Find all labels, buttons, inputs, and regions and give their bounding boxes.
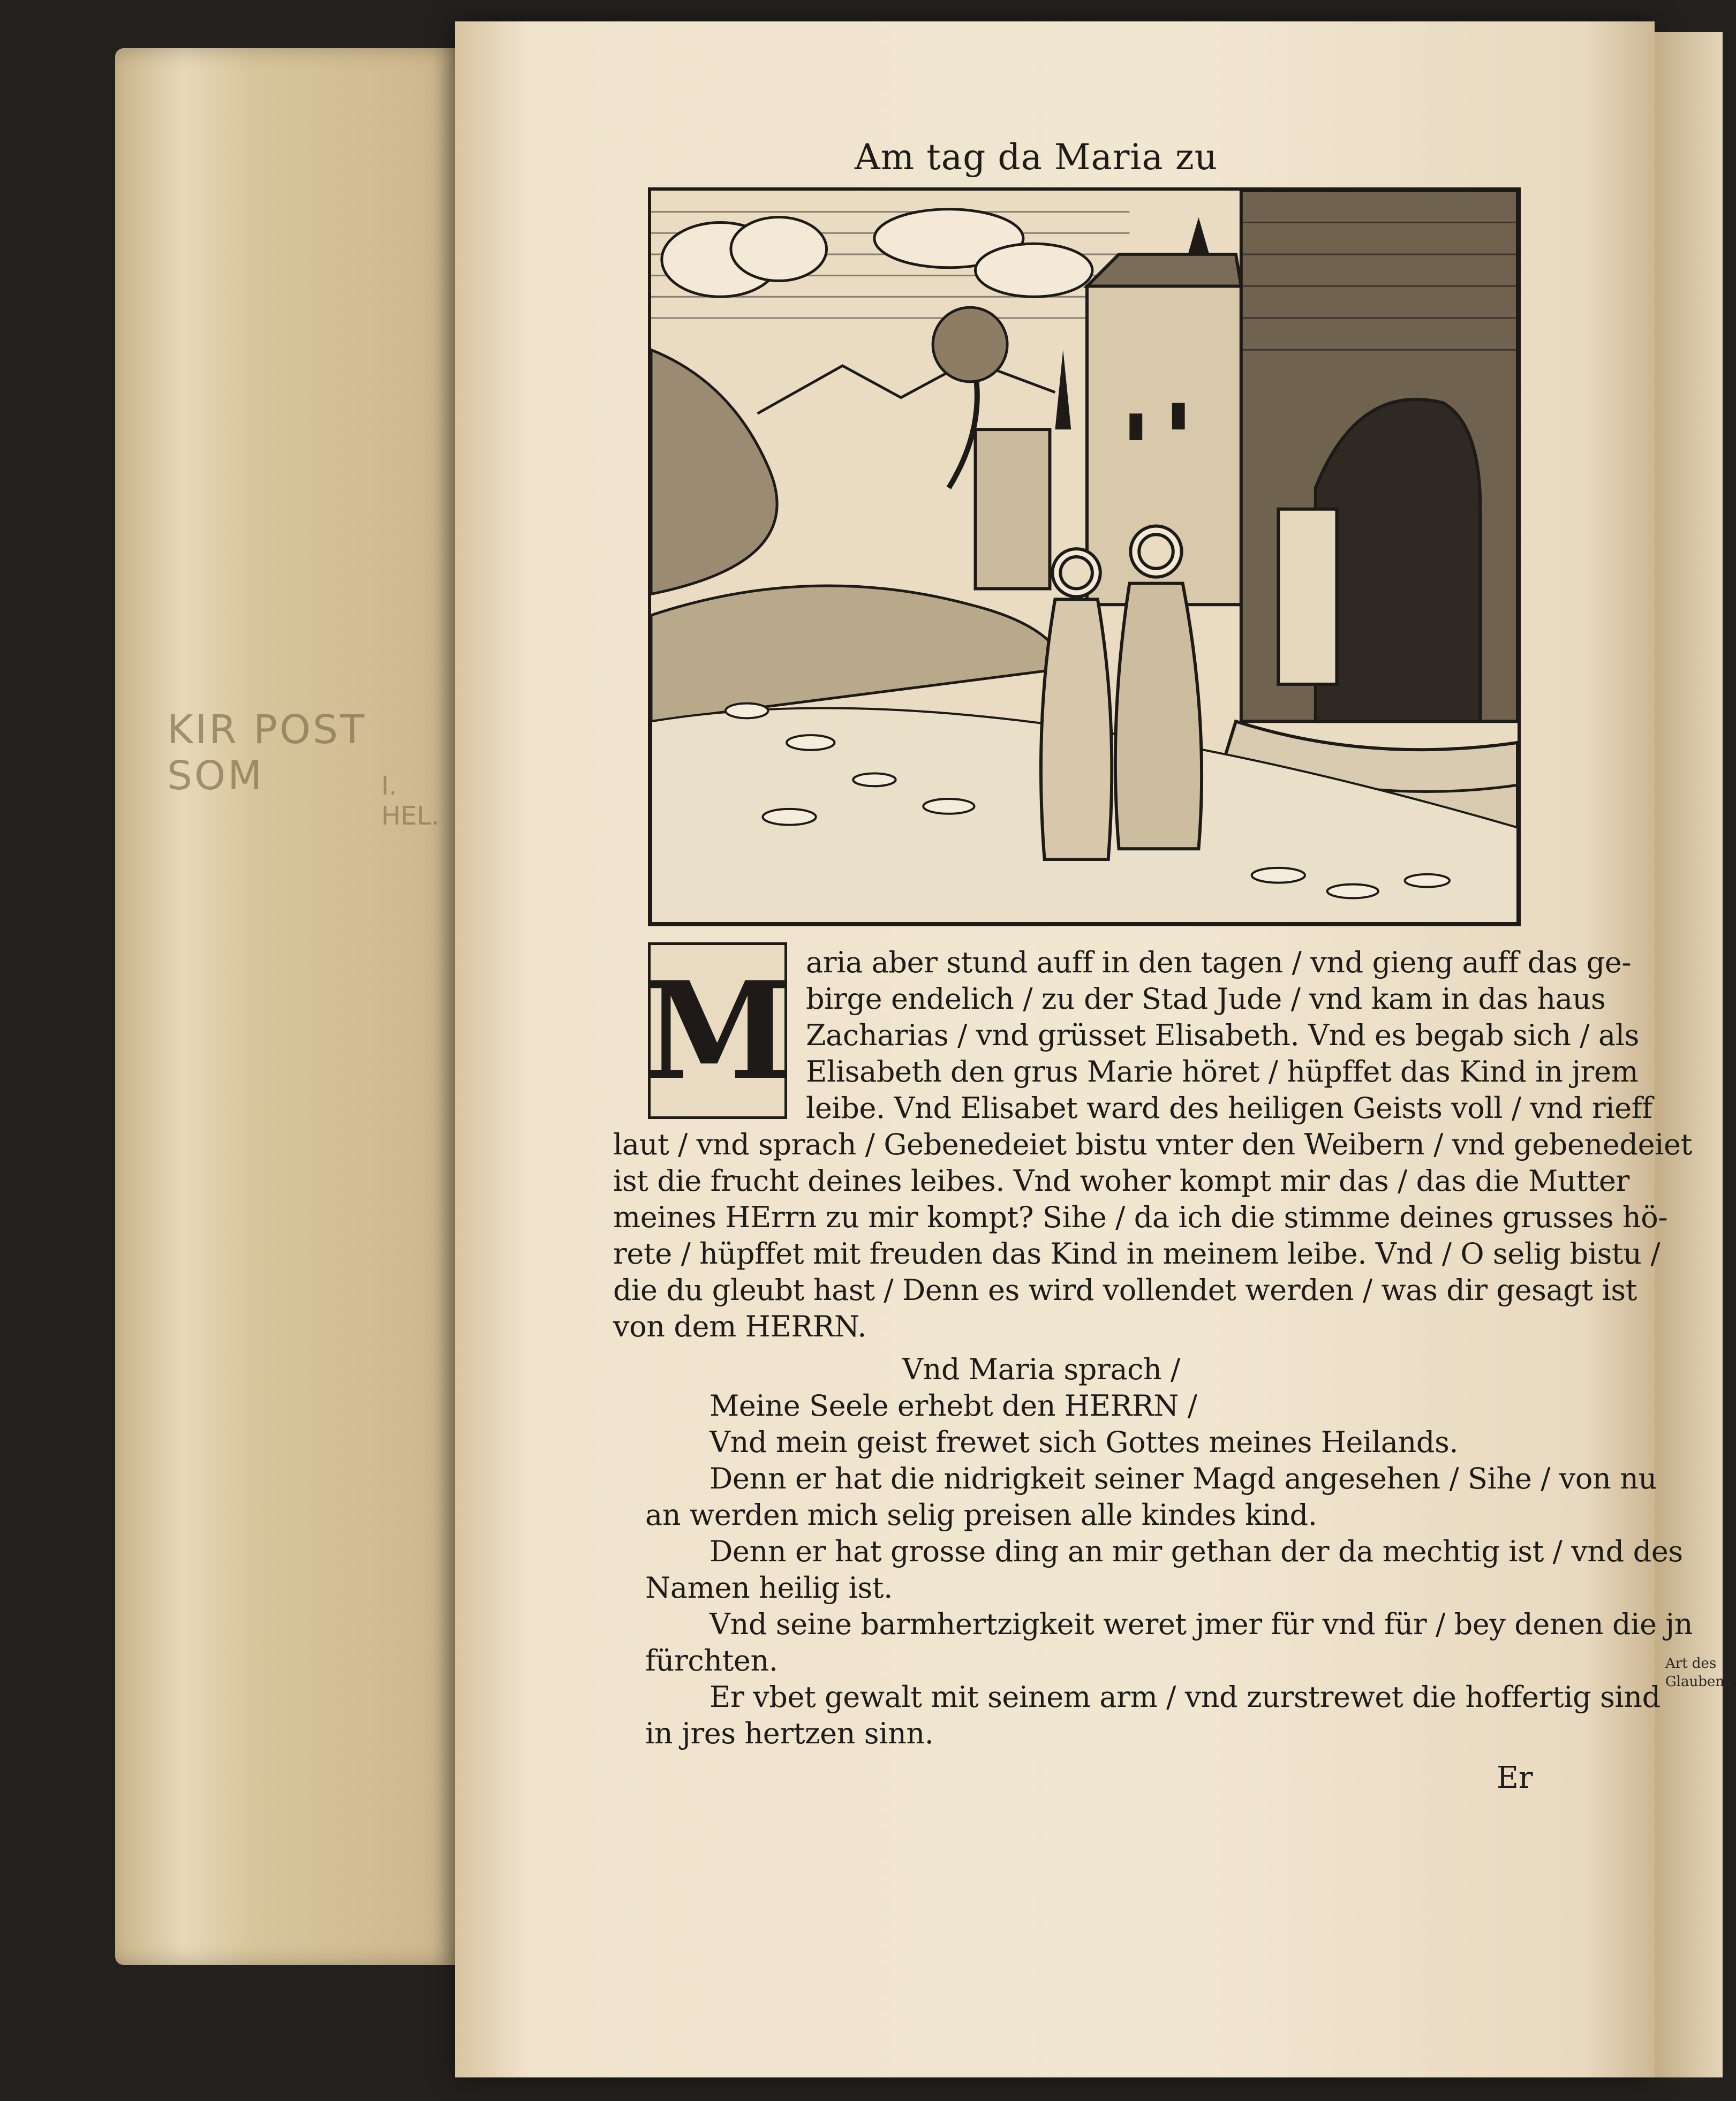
woodcut-illustration (648, 187, 1521, 926)
body-line: aria aber stund auff in den tagen / vnd gieng auff das ge- (806, 946, 1632, 979)
body-line: meines HErrn zu mir kompt? Sihe / da ich die stimme deines grusses hö- (613, 1200, 1668, 1234)
book-page-edges (115, 48, 458, 1965)
margin-note: Art des Glaubens. (1665, 1656, 1736, 1690)
body-line: birge endelich / zu der Stad Jude / vnd kam in das haus (806, 982, 1606, 1016)
catchword: Er (1497, 1760, 1533, 1795)
verse-line: fürchten. (645, 1644, 778, 1677)
body-line: von dem HERRN. (613, 1310, 867, 1343)
woodcut-visitation-scene (651, 191, 1518, 923)
verse-line: Denn er hat grosse ding an mir gethan der da mechtig ist / vnd des (710, 1535, 1683, 1568)
verse-line: Er vbet gewalt mit seinem arm / vnd zurstrewet die hoffertig sind (710, 1680, 1660, 1714)
verse-title: Vnd Maria sprach / (902, 1352, 1180, 1386)
body-line: laut / vnd sprach / Gebenedeiet bistu vnter den Weibern / vnd gebenedeiet (613, 1128, 1692, 1161)
verse-line: Vnd seine barmhertzigkeit weret jmer für vnd für / bey denen die jn (710, 1607, 1693, 1641)
running-head: Am tag da Maria zu (855, 137, 1218, 178)
body-line: Elisabeth den grus Marie höret / hüpffet das Kind in jrem (806, 1055, 1639, 1089)
body-line: rete / hüpffet mit freuden das Kind in meinem leibe. Vnd / O selig bistu / (613, 1237, 1660, 1271)
body-line: die du gleubt hast / Denn es wird vollendet werden / was dir gesagt ist (613, 1273, 1637, 1307)
shelf-label (156, 696, 456, 831)
shelf-label-main: KIR POST SOM (167, 707, 367, 799)
verse-line: Meine Seele erhebt den HERRN / (710, 1389, 1197, 1423)
verse-line: Vnd mein geist frewet sich Gottes meines Heilands. (710, 1425, 1459, 1459)
body-line: ist die frucht deines leibes. Vnd woher kompt mir das / das die Mutter (613, 1164, 1629, 1198)
verse-line: an werden mich selig preisen alle kindes kind. (645, 1498, 1317, 1532)
body-line: leibe. Vnd Elisabet ward des heiligen Geists voll / vnd rieff (806, 1091, 1652, 1125)
shelf-label-sub: I. HEL. (381, 771, 440, 831)
verse-line: Denn er hat die nidrigkeit seiner Magd angesehen / Sihe / von nu (710, 1462, 1657, 1495)
drop-cap-initial: M (648, 942, 787, 1119)
body-line: Zacharias / vnd grüsset Elisabeth. Vnd es begab sich / als (806, 1018, 1639, 1052)
verse-line: Namen heilig ist. (645, 1571, 893, 1605)
verse-line: in jres hertzen sinn. (645, 1717, 934, 1750)
facing-page-edge (1655, 32, 1736, 2077)
